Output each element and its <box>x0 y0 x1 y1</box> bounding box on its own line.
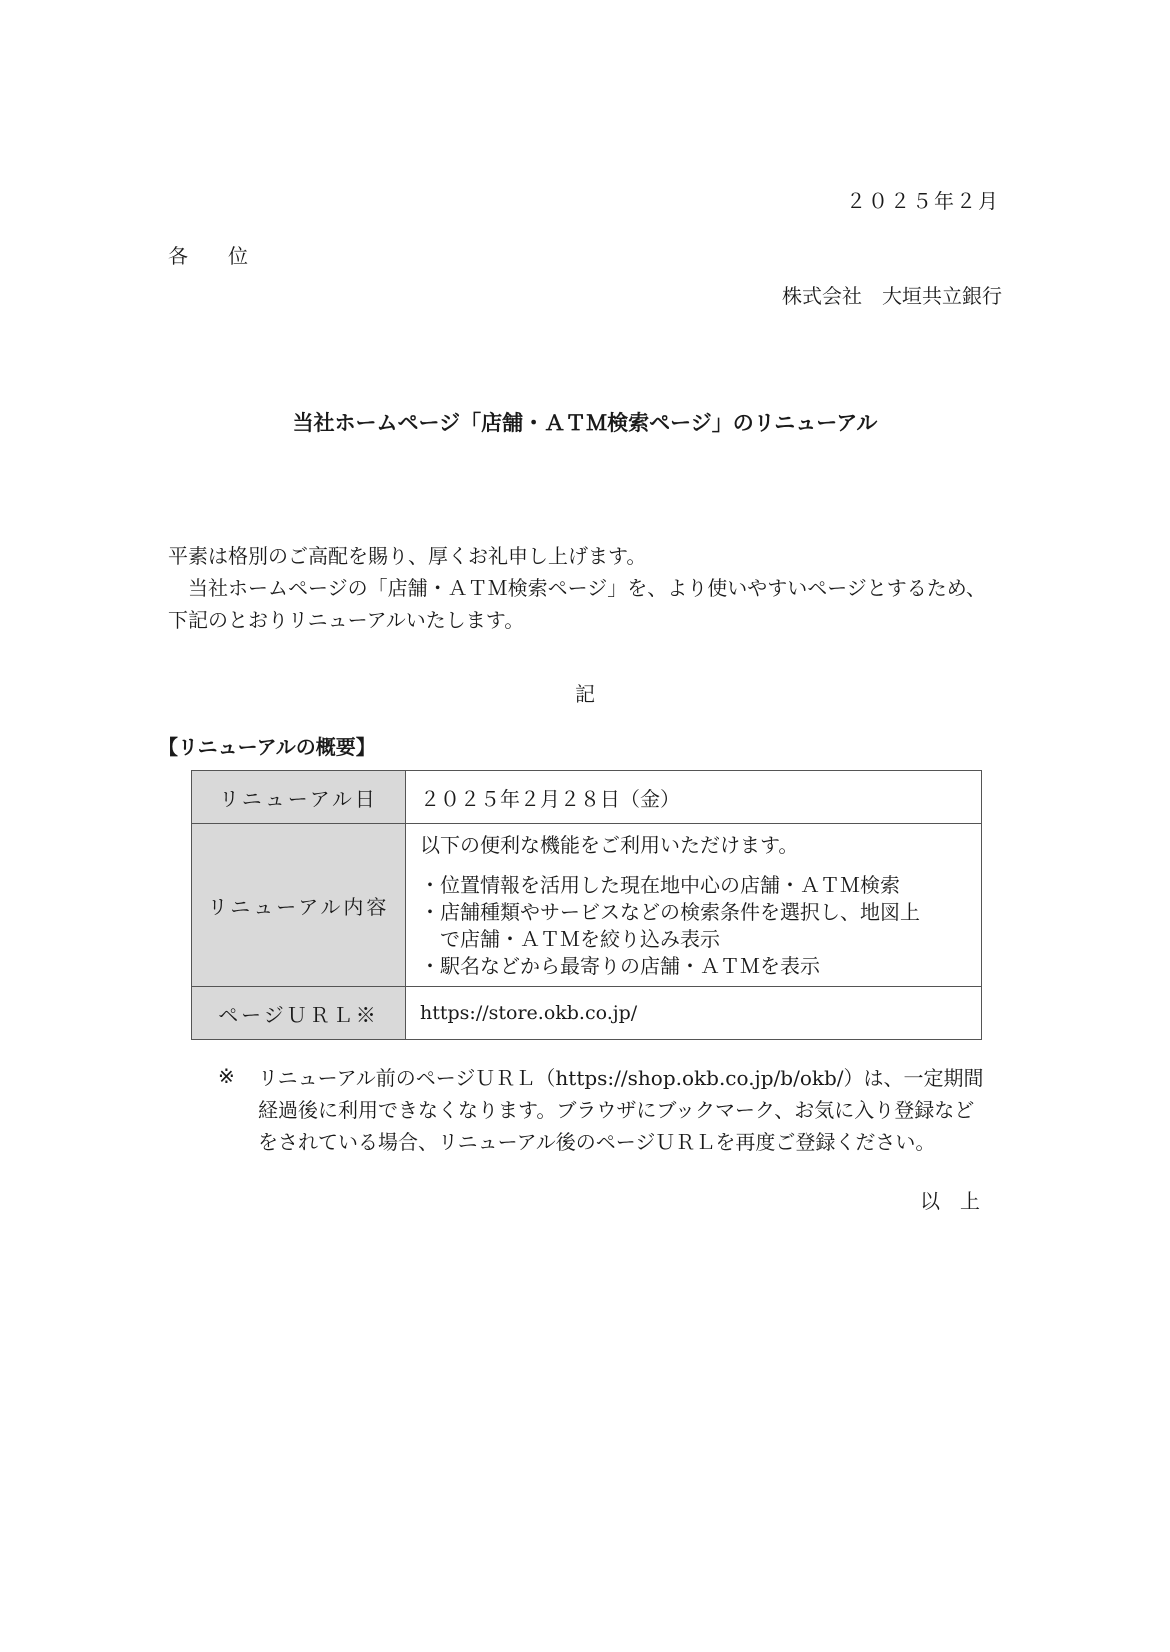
value-page-url[interactable]: https://store.okb.co.jp/ <box>406 987 982 1040</box>
body-paragraph <box>168 540 1008 636</box>
addressee: 各 位 <box>168 244 248 268</box>
value-renewal-date: ２０２５年２月２８日（金） <box>406 771 982 824</box>
document-title: 当社ホームページ「店舗・ＡＴＭ検索ページ」のリニューアル <box>292 411 878 435</box>
label-renewal-date: リニューアル日 <box>192 771 406 824</box>
footnote-mark: ※ <box>218 1064 235 1088</box>
table-row-renewal-date <box>192 771 982 824</box>
table-row-page-url <box>192 987 982 1040</box>
footnote-text: リニューアル前のページＵＲＬ（https://shop.okb.co.jp/b/okb/）は、一定期間経過後に利用できなくなります。ブラウザにブックマーク、お気に入り登録などをされている場合、リニューアル後のページＵＲＬを再度ご登録ください。 <box>258 1066 984 1154</box>
sender-company: 株式会社 大垣共立銀行 <box>782 284 1002 308</box>
footnote <box>218 1062 988 1158</box>
closing-mark: 以 上 <box>920 1189 980 1213</box>
renewal-summary-table <box>191 770 982 1040</box>
content-lead: 以下の便利な機能をご利用いただけます。 <box>420 833 799 857</box>
content-bullet-1: ・位置情報を活用した現在地中心の店舗・ＡＴＭ検索 <box>420 873 900 897</box>
content-bullet-3: ・駅名などから最寄りの店舗・ＡＴＭを表示 <box>420 954 820 978</box>
label-page-url: ページＵＲＬ※ <box>192 987 406 1040</box>
issue-date: ２０２５年２月 <box>846 189 1000 213</box>
value-renewal-content <box>406 824 982 987</box>
body-line-3: 下記のとおりリニューアルいたします。 <box>168 608 525 632</box>
ki-marker: 記 <box>575 682 595 706</box>
table-row-renewal-content <box>192 824 982 987</box>
body-line-2: 当社ホームページの「店舗・ＡＴＭ検索ページ」を、より使いやすいページとするため、 <box>168 576 986 600</box>
label-renewal-content: リニューアル内容 <box>192 824 406 987</box>
content-bullet-2: ・店舗種類やサービスなどの検索条件を選択し、地図上で店舗・ＡＴＭを絞り込み表示 <box>420 900 920 951</box>
body-line-1: 平素は格別のご高配を賜り、厚くお礼申し上げます。 <box>168 544 647 568</box>
section-heading: 【リニューアルの概要】 <box>158 735 376 759</box>
